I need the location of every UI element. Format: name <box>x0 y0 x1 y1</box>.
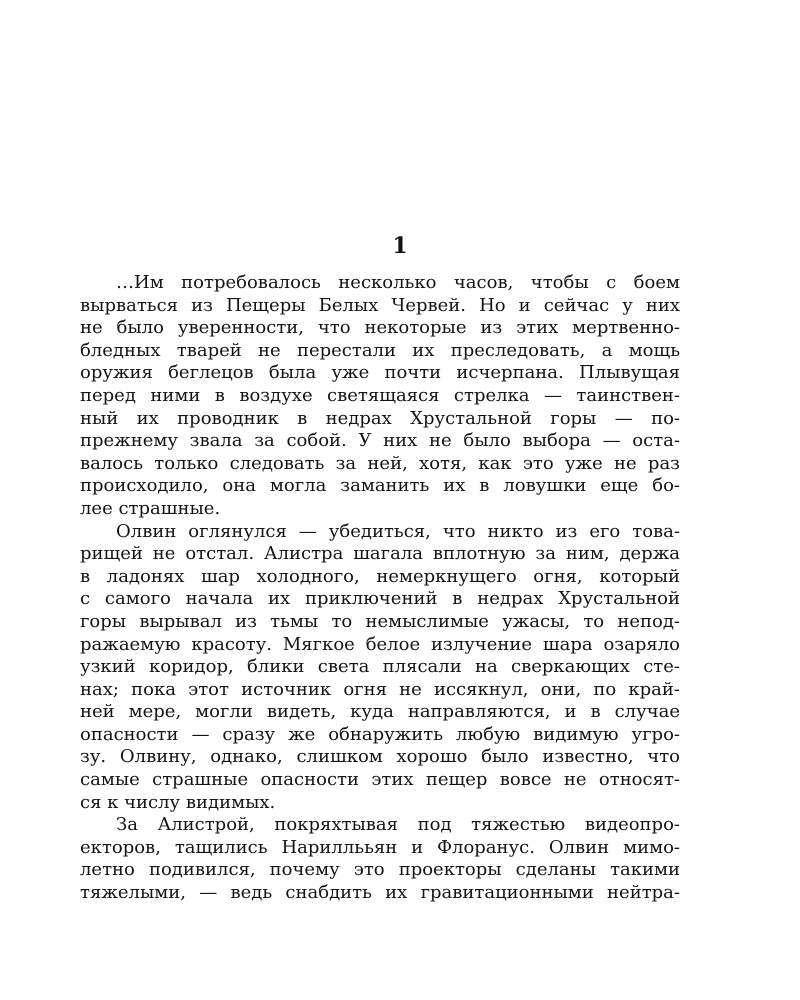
text-line: происходило, она могла заманить их в ловушки еще бо- <box>80 475 680 497</box>
text-line: лее страшные. <box>80 497 221 519</box>
text-line: перед ними в воздухе светящаяся стрелка — таинствен- <box>80 384 680 406</box>
text-line: …Им потребовалось несколько часов, чтобы с боем <box>116 272 680 293</box>
text-line: За Алистрой, покряхтывая под тяжестью видеопро- <box>116 814 680 836</box>
text-line: ся к числу видимых. <box>80 791 276 813</box>
text-line: валось только следовать за ней, хотя, как это уже не раз <box>80 452 680 474</box>
chapter-number: 1 <box>392 233 408 259</box>
text-line: Олвин оглянулся — убедиться, что никто из его това- <box>116 520 680 542</box>
text-line: нах; пока этот источник огня не иссякнул, они, по край- <box>80 678 680 700</box>
text-line: горы вырывал из тьмы то немыслимые ужасы, то непод- <box>80 610 680 632</box>
text-line: бледных тварей не перестали их преследовать, а мощь <box>80 339 680 361</box>
text-line: опасности — сразу же обнаружить любую видимую угро- <box>80 723 680 745</box>
text-line: самые страшные опасности этих пещер вовсе не относят- <box>80 769 680 791</box>
text-line: с самого начала их приключений в недрах Хрустальной <box>80 588 680 610</box>
text-line: ный их проводник в недрах Хрустальной горы — по- <box>80 407 680 429</box>
text-line: узкий коридор, блики света плясали на сверкающих сте- <box>80 656 680 678</box>
text-line: тяжелыми, — ведь снабдить их гравитационными нейтра- <box>80 882 680 904</box>
paragraph <box>80 521 680 815</box>
text-line: ражаемую красоту. Мягкое белое излучение шара озаряло <box>80 633 680 655</box>
text-line: в ладонях шар холодного, немеркнущего огня, который <box>80 565 680 587</box>
text-line: рищей не отстал. Алистра шагала вплотную за ним, держа <box>80 543 680 565</box>
text-line: оружия беглецов была уже почти исчерпана. Плывущая <box>80 362 680 384</box>
text-line: зу. Олвину, однако, слишком хорошо было известно, что <box>80 746 680 768</box>
text-line: летно подивился, почему это проекторы сделаны такими <box>80 859 680 881</box>
body-text <box>80 272 680 905</box>
text-line: вырваться из Пещеры Белых Червей. Но и сейчас у них <box>80 294 680 316</box>
paragraph <box>80 272 680 521</box>
text-line: не было уверенности, что некоторые из этих мертвенно- <box>80 317 680 339</box>
text-line: ней мере, могли видеть, куда направляются, и в случае <box>80 701 680 723</box>
paragraph <box>80 814 680 904</box>
text-line: прежнему звала за собой. У них не было выбора — оста- <box>80 430 680 452</box>
text-line: екторов, тащились Нариллььян и Флоранус. Олвин мимо- <box>80 836 680 858</box>
